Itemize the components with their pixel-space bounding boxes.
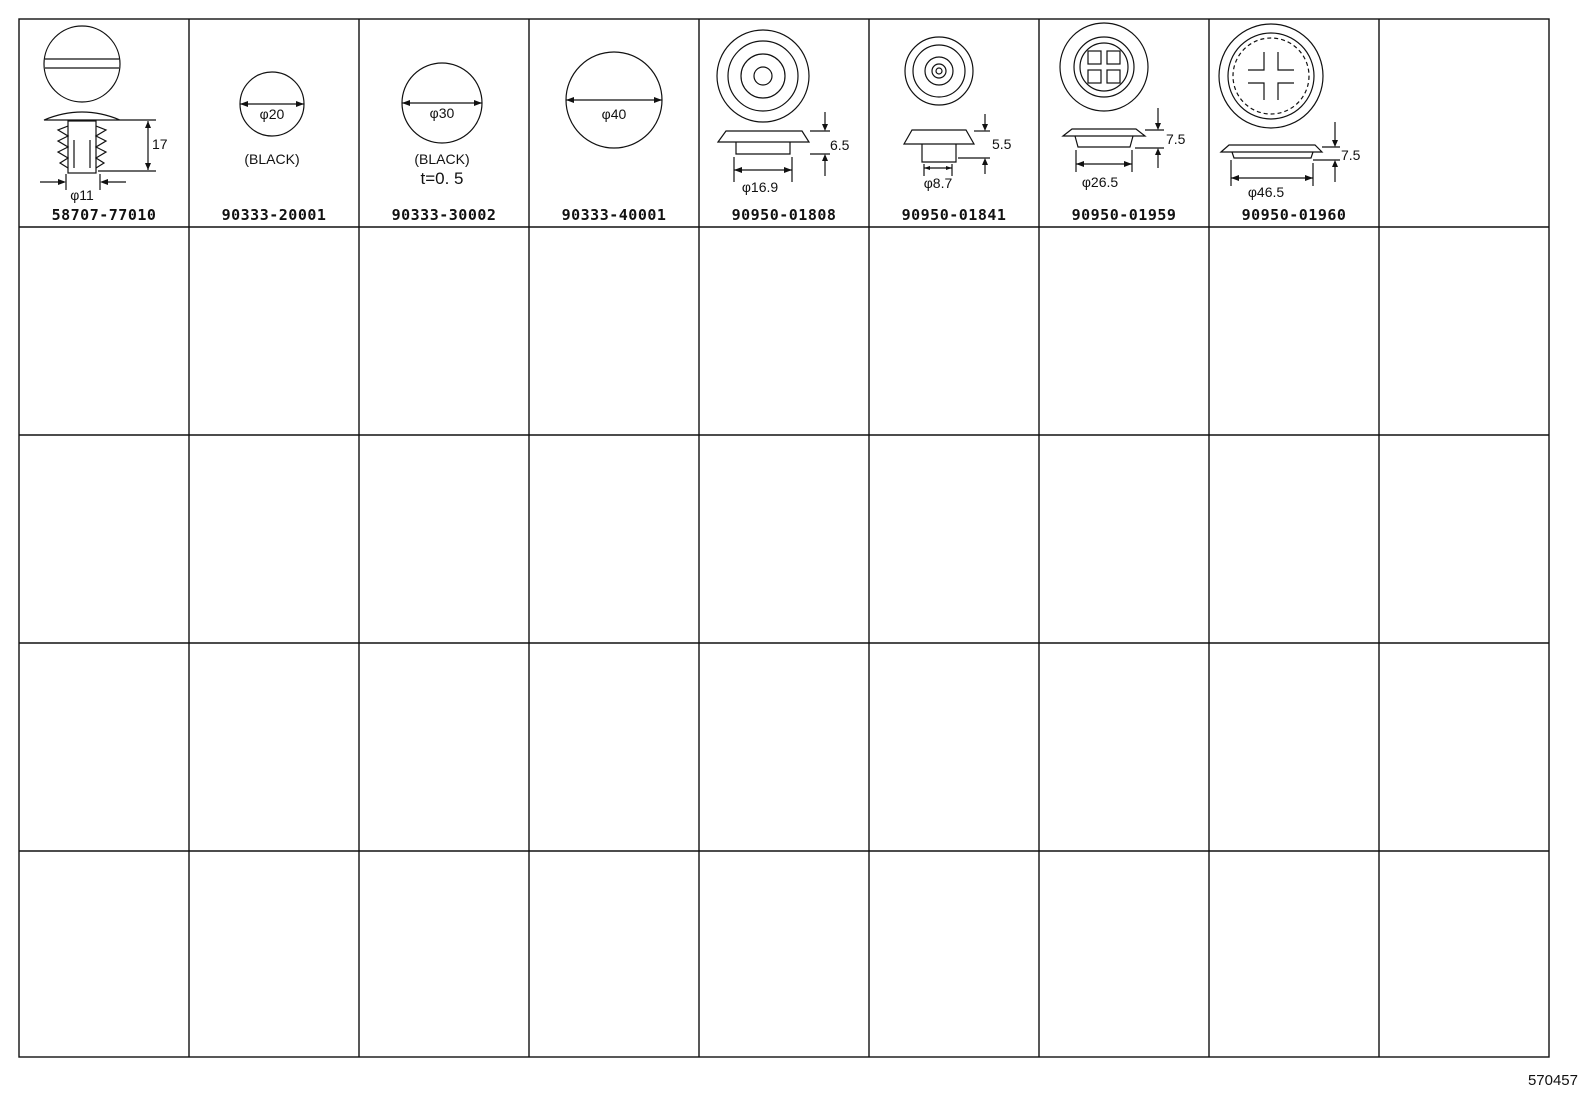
dim-diameter-label: φ11 xyxy=(70,187,94,203)
color-note: (BLACK) xyxy=(244,151,300,167)
seal-40-drawing xyxy=(566,52,662,148)
thickness-note: t=0. 5 xyxy=(420,169,464,188)
part-number: 90950-01960 xyxy=(1241,206,1347,224)
dim-height-label: 6.5 xyxy=(830,137,850,153)
dim-height-label: 17 xyxy=(152,136,168,152)
part-number: 90950-01841 xyxy=(901,206,1007,224)
grid-frame xyxy=(19,19,1549,1057)
seal-30-drawing xyxy=(402,63,482,143)
dim-diameter-label: φ20 xyxy=(259,106,285,122)
dim-height-label: 7.5 xyxy=(1341,147,1361,163)
dim-height-label: 5.5 xyxy=(992,136,1012,152)
color-note: (BLACK) xyxy=(414,151,470,167)
dim-diameter-label: φ8.7 xyxy=(923,175,953,191)
dim-diameter-label: φ26.5 xyxy=(1081,174,1119,190)
part-number: 90950-01808 xyxy=(731,206,837,224)
dim-diameter-label: φ16.9 xyxy=(741,179,779,195)
part-number: 90333-30002 xyxy=(391,206,497,224)
plug-26-5-drawing xyxy=(1060,23,1164,172)
dim-diameter-label: φ40 xyxy=(601,106,627,122)
plug-8-7-drawing xyxy=(904,37,990,176)
dim-height-label: 7.5 xyxy=(1166,131,1186,147)
document-id: 570457 xyxy=(1527,1072,1578,1089)
dim-diameter-label: φ30 xyxy=(429,105,455,121)
plug-16-9-drawing xyxy=(717,30,830,182)
plug-46-5-drawing xyxy=(1219,24,1340,186)
seal-20-drawing xyxy=(240,72,304,136)
part-number: 90950-01959 xyxy=(1071,206,1177,224)
dim-diameter-label: φ46.5 xyxy=(1247,184,1285,200)
part-number: 58707-77010 xyxy=(51,206,157,224)
part-number: 90333-40001 xyxy=(561,206,667,224)
part-number: 90333-20001 xyxy=(221,206,327,224)
clip-drawing xyxy=(40,26,156,190)
